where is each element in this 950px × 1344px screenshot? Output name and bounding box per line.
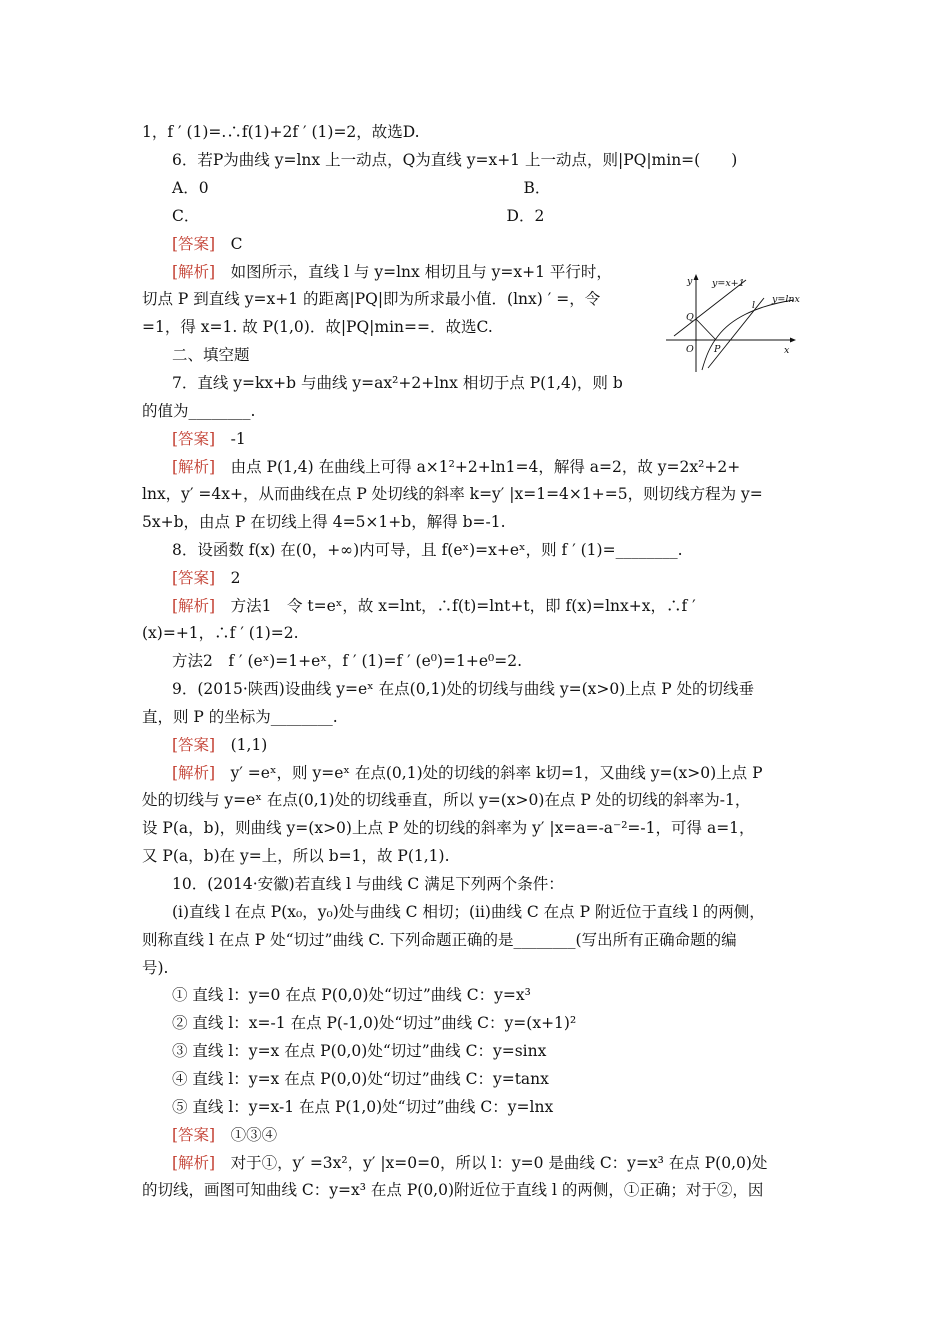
line-text: =1，得 x=1. 故 P(1,0)．故|PQ|min==．故选C. [142, 318, 493, 336]
text-line [172, 150, 737, 170]
line-text: 号). [142, 959, 169, 977]
text-line [172, 373, 623, 393]
text-line [172, 206, 544, 226]
line-text: ① 直线 l：y=0 在点 P(0,0)处“切过”曲线 C：y=x³ [172, 986, 531, 1004]
answer-tag: [答案] [172, 430, 216, 448]
line-text: 处的切线与 y=eˣ 在点(0,1)处的切线垂直，所以 y=(x>0)在点 P 处的切线的斜率为-1， [142, 791, 751, 809]
line-text: 又 P(a，b)在 y=上，所以 b=1，故 P(1,1). [142, 847, 450, 865]
answer-tag: [解析] [172, 458, 216, 476]
line-text: 10．(2014·安徽)若直线 l 与曲线 C 满足下列两个条件： [172, 875, 564, 893]
text-line [172, 178, 550, 198]
line-text: ①③④ [215, 1126, 278, 1144]
text-line [172, 1069, 549, 1089]
text-line [142, 401, 255, 421]
text-line [172, 1041, 546, 1061]
answer-tag: [答案] [172, 736, 216, 754]
text-line [172, 735, 267, 755]
text-line [172, 679, 754, 699]
line-text: 直，则 P 的坐标为________. [142, 708, 338, 726]
line-text: 7．直线 y=kx+b 与曲线 y=ax²+2+lnx 相切于点 P(1,4)，则 b [172, 374, 623, 392]
text-line [172, 902, 765, 922]
text-line [142, 790, 750, 810]
figure-label-curve: y=lnx [772, 294, 800, 305]
text-line [172, 1013, 576, 1033]
text-line [142, 512, 506, 532]
text-line [142, 958, 168, 978]
line-text: C． D．2 [172, 207, 545, 225]
text-line [142, 484, 763, 504]
answer-tag: [解析] [172, 1154, 216, 1172]
text-line [142, 289, 600, 309]
line-text: (x)=+1，∴f ′ (1)=2. [142, 624, 299, 642]
line-text: 切点 P 到直线 y=x+1 的距离|PQ|即为所求最小值．(lnx) ′ =，令 [142, 290, 601, 308]
answer-tag: [解析] [172, 597, 216, 615]
text-line [172, 568, 240, 588]
figure-segment-pq [696, 319, 716, 340]
text-line [142, 846, 450, 866]
line-text: (ⅰ)直线 l 在点 P(x₀，y₀)处与曲线 C 相切；(ⅱ)曲线 C 在点 P 附近位于直线 l 的两侧， [172, 903, 765, 921]
text-line [172, 1097, 553, 1117]
figure-y-arrow [694, 274, 699, 280]
text-line [142, 317, 493, 337]
figure-label-x-axis: x [784, 345, 790, 356]
text-line [142, 1180, 763, 1200]
figure-label-o: O [686, 344, 694, 355]
line-text: 对于①，y′ =3x²，y′ |x=0=0，所以 l：y=0 是曲线 C：y=x³ 在点 P(0,0)处 [215, 1154, 768, 1172]
line-text: 的切线，画图可知曲线 C：y=x³ 在点 P(0,0)附近位于直线 l 的两侧，①正确；对于②，因 [142, 1181, 764, 1199]
figure-label-l: l [752, 300, 756, 311]
text-line [172, 1125, 277, 1145]
text-line [172, 345, 250, 365]
line-text: 二、填空题 [172, 346, 250, 364]
figure-label-p: P [714, 344, 721, 355]
figure-tangent-line-l [708, 298, 764, 368]
line-text: C [215, 235, 243, 253]
text-line [172, 874, 564, 894]
line-text: 如图所示，直线 l 与 y=lnx 相切且与 y=x+1 平行时， [215, 263, 612, 281]
line-text: ⑤ 直线 l：y=x-1 在点 P(1,0)处“切过”曲线 C：y=lnx [172, 1098, 554, 1116]
line-text: 8．设函数 f(x) 在(0，+∞)内可导，且 f(eˣ)=x+eˣ，则 f ′ (1)=________. [172, 541, 683, 559]
line-text: A．0 B． [172, 179, 551, 197]
line-text: ④ 直线 l：y=x 在点 P(0,0)处“切过”曲线 C：y=tanx [172, 1070, 549, 1088]
text-line [172, 262, 612, 282]
text-line [172, 234, 242, 254]
line-text: 方法2 f ′ (eˣ)=1+eˣ，f ′ (1)=f ′ (e⁰)=1+e⁰=2. [172, 652, 523, 670]
figure-label-line1: y=x+1 [712, 278, 745, 289]
text-line [172, 540, 683, 560]
line-text: 9．(2015·陕西)设曲线 y=eˣ 在点(0,1)处的切线与曲线 y=(x>0)上点 P 处的切线垂 [172, 680, 755, 698]
figure-x-arrow [790, 338, 796, 343]
text-line [172, 763, 763, 783]
line-text: 由点 P(1,4) 在曲线上可得 a×1²+2+ln1=4，解得 a=2，故 y=2x²+2+ [215, 458, 741, 476]
answer-tag: [解析] [172, 764, 216, 782]
line-text: ③ 直线 l：y=x 在点 P(0,0)处“切过”曲线 C：y=sinx [172, 1042, 547, 1060]
figure-label-y-axis: y [687, 276, 693, 287]
text-line [172, 1153, 767, 1173]
text-line [172, 429, 246, 449]
line-text: 设 P(a，b)，则曲线 y=(x>0)上点 P 处的切线的斜率为 y′ |x=a=-a⁻²=-1，可得 a=1， [142, 819, 755, 837]
line-text: ② 直线 l：x=-1 在点 P(-1,0)处“切过”曲线 C：y=(x+1)² [172, 1014, 577, 1032]
text-line [142, 930, 737, 950]
answer-tag: [答案] [172, 1126, 216, 1144]
text-line [172, 651, 522, 671]
text-line [172, 457, 740, 477]
answer-tag: [答案] [172, 569, 216, 587]
text-line [142, 122, 420, 142]
line-text: 2 [215, 569, 241, 587]
line-text: 则称直线 l 在点 P 处“切过”曲线 C. 下列命题正确的是________(写出所有正确命题的编 [142, 931, 737, 949]
text-line [142, 623, 299, 643]
line-text: y′ =eˣ，则 y=eˣ 在点(0,1)处的切线的斜率 k切=1，又曲线 y=(x>0)上点 P [215, 764, 763, 782]
tangent-line-figure [656, 272, 814, 372]
text-line [142, 707, 338, 727]
answer-tag: [解析] [172, 263, 216, 281]
line-text: 的值为________. [142, 402, 256, 420]
line-text: 方法1 令 t=eˣ，故 x=lnt，∴f(t)=lnt+t，即 f(x)=lnx+x，∴f ′ [215, 597, 696, 615]
figure-curve-lnx [702, 300, 794, 370]
line-text: lnx，y′ =4x+，从而曲线在点 P 处切线的斜率 k=y′ |x=1=4×1+=5，则切线方程为 y= [142, 485, 763, 503]
line-text: 5x+b，由点 P 在切线上得 4=5×1+b，解得 b=-1. [142, 513, 506, 531]
text-line [172, 985, 531, 1005]
line-text: 1，f ′ (1)=.∴f(1)+2f ′ (1)=2，故选D. [142, 123, 420, 141]
text-line [142, 818, 755, 838]
answer-tag: [答案] [172, 235, 216, 253]
text-line [172, 596, 696, 616]
line-text: -1 [215, 430, 246, 448]
line-text: 6．若P为曲线 y=lnx 上一动点，Q为直线 y=x+1 上一动点，则|PQ|min=( ) [172, 151, 738, 169]
line-text: (1,1) [215, 736, 268, 754]
figure-label-q: Q [686, 312, 694, 323]
